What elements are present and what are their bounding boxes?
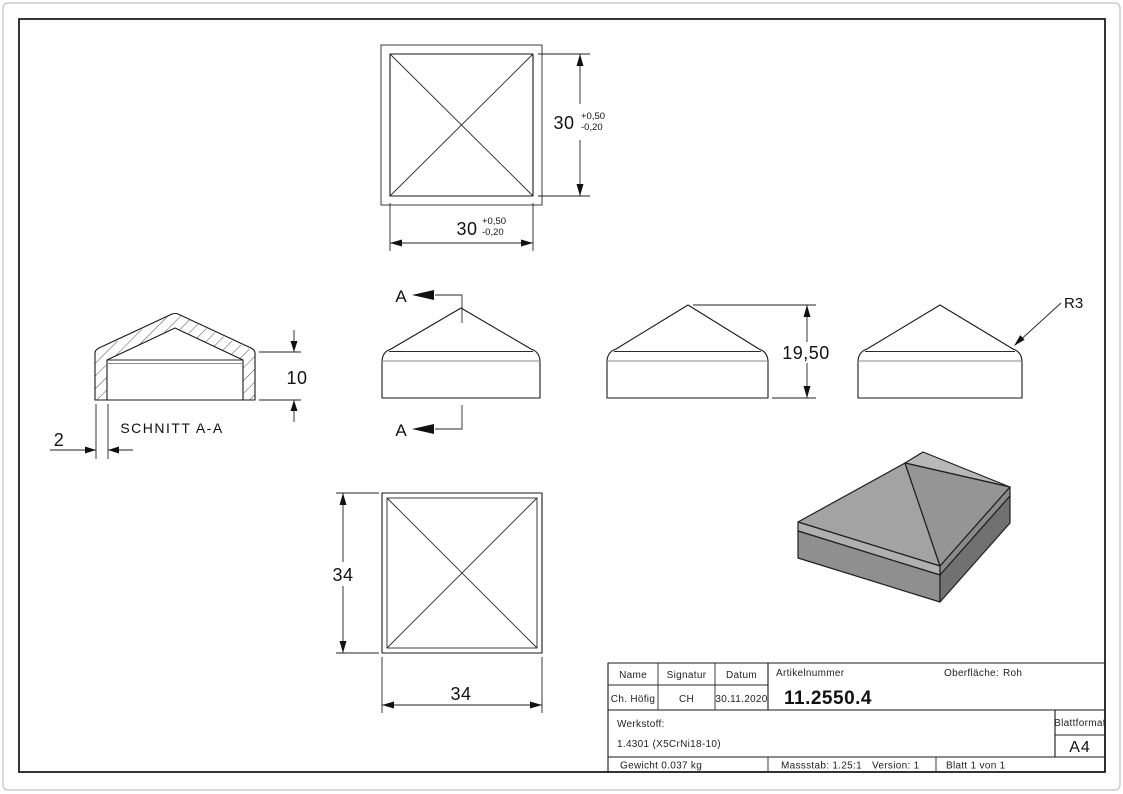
drawing-date: 30.11.2020 [715, 694, 768, 705]
dim-value: 19,50 [782, 343, 830, 363]
radius-callout [1014, 295, 1083, 346]
article-number-label: Artikelnummer [776, 668, 845, 679]
name-column-header: Name [619, 670, 647, 681]
sheet-format-value: A4 [1069, 739, 1091, 756]
cut-letter: A [395, 421, 407, 440]
title-block [608, 663, 1106, 772]
section-view [50, 313, 308, 459]
section-label: SCHNITT A-A [120, 420, 224, 436]
isometric-view [798, 452, 1010, 602]
weight-text: Gewicht 0.037 kg [620, 760, 703, 772]
dim-value: 34 [332, 565, 354, 585]
dim-value: 30 [553, 113, 575, 133]
article-number: 11.2550.4 [784, 688, 872, 709]
front-view-cut [382, 287, 540, 440]
dimension-base-height [329, 493, 379, 653]
dim-value: 30 [456, 219, 478, 239]
surface-label: Oberfläche: [944, 668, 999, 679]
sheet-number-text: Blatt 1 von 1 [946, 760, 1006, 772]
radius-label: R3 [1064, 295, 1084, 312]
version-text: Version: 1 [872, 760, 920, 772]
date-column-header: Datum [726, 670, 757, 681]
bottom-view [329, 493, 542, 713]
author-initials: CH [678, 694, 695, 705]
dimension-base-width [382, 657, 542, 713]
dim-tolerance-plus: +0,50 [482, 216, 507, 227]
cut-letter: A [395, 287, 407, 306]
dim-tolerance-minus: -0,20 [581, 122, 603, 133]
sheet-format-label: Blattformat [1054, 718, 1106, 729]
section-hatching [95, 313, 255, 400]
front-view-radius [858, 295, 1083, 398]
dimension-skirt-height [259, 330, 308, 422]
dim-tolerance-plus: +0,50 [581, 111, 606, 122]
material-value: 1.4301 (X5CrNi18-10) [617, 739, 721, 750]
dimension-top-width [390, 203, 533, 251]
scale-text: Massstab: 1.25:1 [781, 760, 862, 772]
front-view-height [607, 305, 832, 398]
dim-tolerance-minus: -0,20 [482, 227, 504, 238]
dim-value: 34 [450, 684, 472, 704]
surface-value: Roh [1003, 668, 1023, 679]
dim-value: 10 [286, 368, 308, 388]
signature-column-header: Signatur [666, 670, 707, 681]
author-name: Ch. Höfig [610, 694, 656, 705]
dimension-top-height [538, 54, 610, 196]
top-view [381, 45, 610, 251]
dim-value: 2 [53, 430, 65, 450]
cut-line-annotation [395, 287, 462, 440]
front-view-outline [382, 308, 540, 398]
material-label: Werkstoff: [617, 719, 665, 730]
